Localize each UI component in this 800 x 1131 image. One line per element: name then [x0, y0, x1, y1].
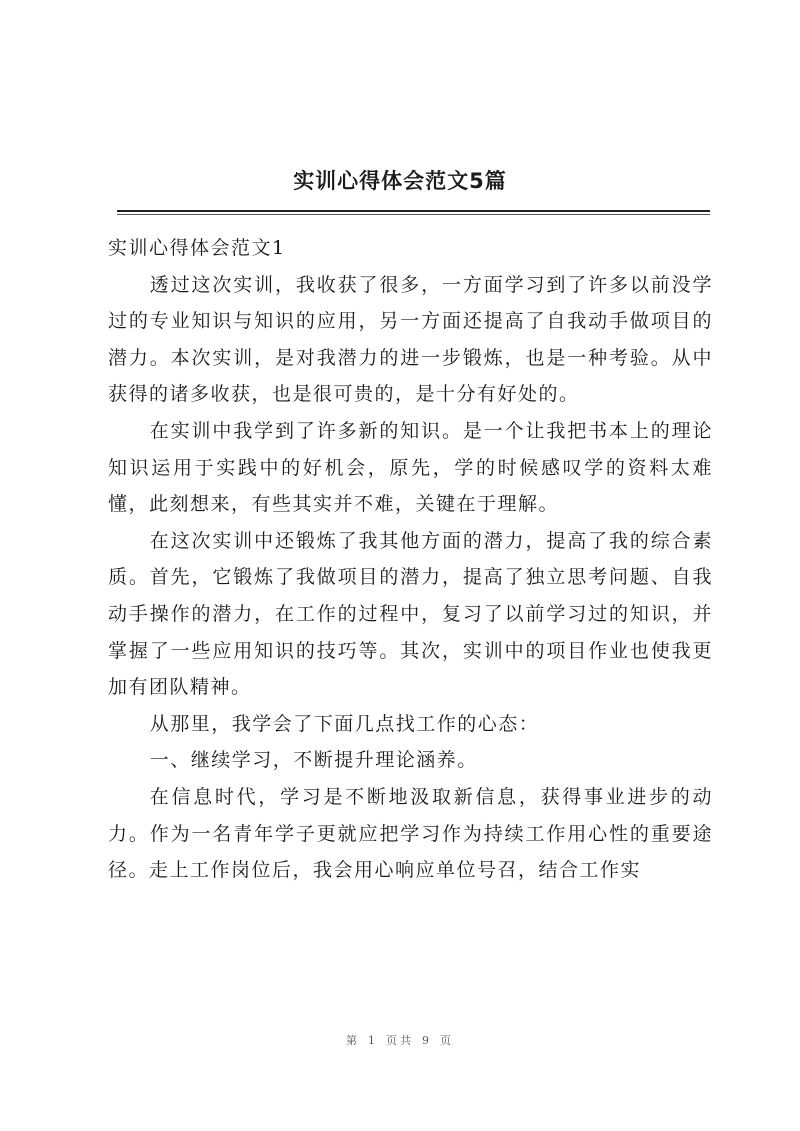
title-divider-thick	[117, 210, 710, 212]
paragraph: 在信息时代，学习是不断地汲取新信息，获得事业进步的动力。作为一名青年学子更就应把学习作为持续工作用心性的重要途径。走上工作岗位后，我会用心响应单位号召，结合工作实	[108, 785, 713, 882]
paragraph: 从那里，我学会了下面几点找工作的心态：	[149, 712, 540, 735]
document-title: 实训心得体会范文5篇	[293, 169, 507, 193]
document-body	[108, 230, 713, 889]
paragraph: 一、继续学习，不断提升理论涵养。	[149, 749, 478, 772]
footer-total-pages: 9	[422, 1034, 432, 1047]
title-divider-thin	[117, 214, 710, 215]
paragraph: 在这次实训中还锻炼了我其他方面的潜力，提高了我的综合素质。首先，它锻炼了我做项目的潜力，提高了独立思考问题、自我动手操作的潜力，在工作的过程中，复习了以前学习过的知识，并掌握了一些应用知识的技巧等。其次，实训中的项目作业也使我更加有团队精神。	[108, 529, 713, 699]
footer-middle: 页共	[386, 1034, 414, 1047]
section-heading: 实训心得体会范文1	[108, 237, 286, 259]
page-footer	[0, 1032, 800, 1048]
footer-suffix: 页	[440, 1034, 454, 1047]
footer-prefix: 第	[346, 1034, 360, 1047]
paragraph: 在实训中我学到了许多新的知识。是一个让我把书本上的理论知识运用于实践中的好机会，原先，学的时候感叹学的资料太难懂，此刻想来，有些其实并不难，关键在于理解。	[108, 419, 713, 516]
footer-current-page: 1	[368, 1034, 378, 1047]
paragraph: 透过这次实训，我收获了很多，一方面学习到了许多以前没学过的专业知识与知识的应用，另一方面还提高了自我动手做项目的潜力。本次实训，是对我潜力的进一步锻炼，也是一种考验。从中获得的诸多收获，也是很可贵的，是十分有好处的。	[108, 273, 713, 406]
